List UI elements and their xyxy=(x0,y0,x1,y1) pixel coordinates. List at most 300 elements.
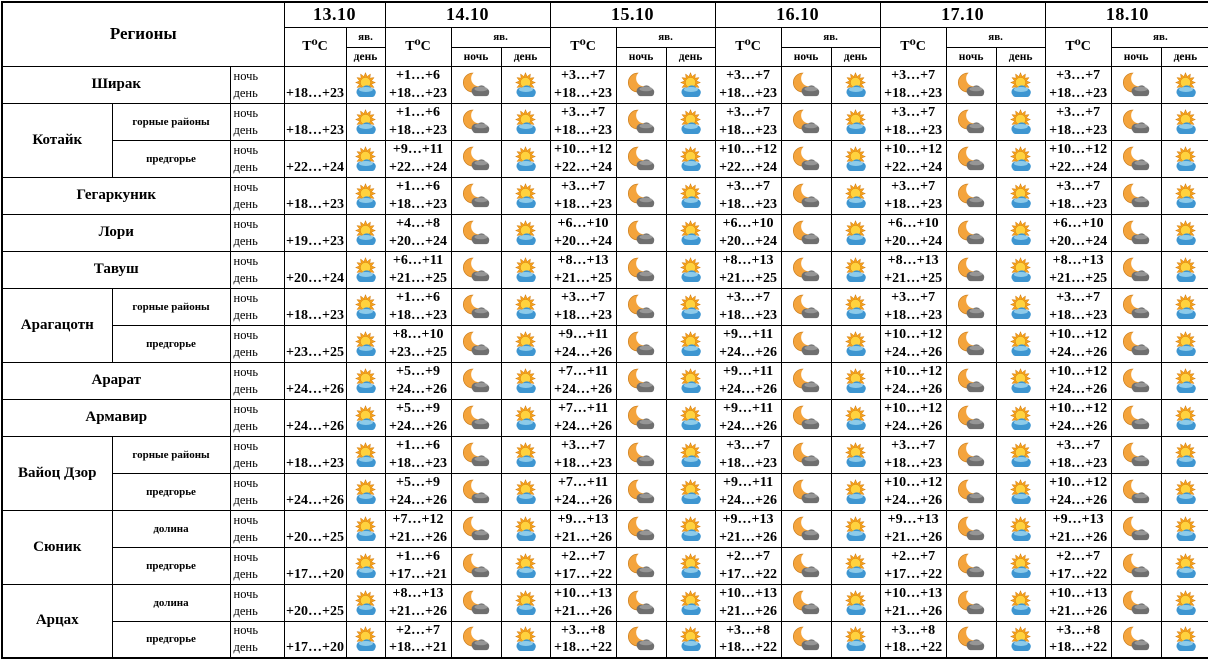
night-temp: +10…+12 xyxy=(884,327,943,342)
night-temp-empty xyxy=(285,289,346,307)
sun-cloud-icon xyxy=(1169,145,1202,173)
temp-cell xyxy=(550,140,616,177)
day-temp: +18…+23 xyxy=(719,307,778,323)
night-icon-cell xyxy=(781,103,831,140)
moon-cloud-icon xyxy=(460,182,493,210)
subregion-cell: предгорье xyxy=(112,140,230,177)
night-icon-cell xyxy=(1111,436,1161,473)
night-temp: +10…+12 xyxy=(884,475,943,490)
night-temp: +7…+11 xyxy=(557,401,609,416)
moon-cloud-icon xyxy=(790,108,823,136)
day-icon-cell xyxy=(1161,362,1208,399)
temp-cell xyxy=(284,103,346,140)
table-row xyxy=(2,251,1208,288)
temp-cell xyxy=(550,103,616,140)
night-temp: +6…+10 xyxy=(887,216,939,231)
sun-cloud-icon xyxy=(1169,293,1202,321)
night-temp: +3…+7 xyxy=(561,290,606,305)
region-cell: Арцах xyxy=(2,584,112,658)
moon-cloud-icon xyxy=(625,330,658,358)
night-temp: +1…+6 xyxy=(396,105,440,120)
moon-cloud-icon xyxy=(790,625,823,653)
temp-cell xyxy=(880,510,946,547)
day-temp: +18…+22 xyxy=(1049,640,1108,656)
night-icon-cell xyxy=(451,436,501,473)
sun-cloud-icon xyxy=(839,515,872,543)
day-temp: +18…+23 xyxy=(286,85,344,101)
temp-cell xyxy=(550,584,616,621)
night-temp: +3…+8 xyxy=(726,622,771,638)
subregion-cell: долина xyxy=(112,584,230,621)
moon-cloud-icon xyxy=(955,404,988,432)
day-icon-cell xyxy=(346,103,385,140)
night-temp-empty xyxy=(285,326,346,344)
moon-cloud-icon xyxy=(955,625,988,653)
night-temp: +3…+7 xyxy=(891,68,936,83)
temp-cell xyxy=(284,621,346,658)
temp-header: Т⁰С xyxy=(1045,27,1111,66)
day-icon-cell xyxy=(501,362,550,399)
temp-cell xyxy=(880,251,946,288)
day-temp: +18…+23 xyxy=(389,85,447,101)
moon-cloud-icon xyxy=(1120,330,1153,358)
day-icon-cell xyxy=(666,584,715,621)
night-icon-cell xyxy=(451,325,501,362)
temp-cell xyxy=(550,214,616,251)
moon-cloud-icon xyxy=(625,219,658,247)
sun-cloud-icon xyxy=(674,293,707,321)
day-icon-cell xyxy=(666,66,715,103)
day-temp: +18…+23 xyxy=(884,122,943,138)
moon-cloud-icon xyxy=(790,589,823,617)
sun-cloud-icon xyxy=(509,293,542,321)
night-temp: +3…+7 xyxy=(891,105,936,120)
night-icon-cell xyxy=(781,584,831,621)
day-icon-cell xyxy=(346,140,385,177)
moon-cloud-icon xyxy=(460,256,493,284)
day-temp: +17…+21 xyxy=(389,566,447,582)
day-icon-cell xyxy=(831,621,880,658)
moon-cloud-icon xyxy=(955,552,988,580)
temp-cell xyxy=(385,621,451,658)
day-temp: +24…+26 xyxy=(1049,344,1108,360)
moon-cloud-icon xyxy=(1120,552,1153,580)
moon-cloud-icon xyxy=(1120,182,1153,210)
sun-cloud-icon xyxy=(674,515,707,543)
region-cell: Вайоц Дзор xyxy=(2,436,112,510)
night-temp: +9…+13 xyxy=(1052,512,1104,527)
night-label: ночь xyxy=(233,142,259,157)
night-temp: +8…+13 xyxy=(722,253,774,268)
table-row xyxy=(2,66,1208,103)
night-icon-cell xyxy=(451,177,501,214)
day-temp: +24…+26 xyxy=(884,381,943,397)
sun-cloud-icon xyxy=(1169,367,1202,395)
moon-cloud-icon xyxy=(1120,367,1153,395)
sun-cloud-icon xyxy=(509,404,542,432)
night-icon-cell xyxy=(946,510,996,547)
night-icon-cell xyxy=(1111,140,1161,177)
date-header: 14.10 xyxy=(385,2,550,27)
day-temp: +24…+26 xyxy=(719,344,778,360)
night-icon-cell xyxy=(616,177,666,214)
day-temp: +24…+26 xyxy=(884,418,943,434)
moon-cloud-icon xyxy=(625,256,658,284)
day-icon-cell xyxy=(501,288,550,325)
day-icon-cell xyxy=(996,547,1045,584)
sun-cloud-icon xyxy=(349,515,382,543)
sun-cloud-icon xyxy=(1004,330,1037,358)
night-label: ночь xyxy=(233,364,259,379)
night-temp: +2…+7 xyxy=(396,622,440,638)
day-icon-cell xyxy=(831,325,880,362)
night-icon-cell xyxy=(946,251,996,288)
day-temp: +18…+23 xyxy=(554,196,613,212)
moon-cloud-icon xyxy=(1120,625,1153,653)
night-icon-cell xyxy=(451,621,501,658)
day-icon-cell xyxy=(1161,584,1208,621)
night-icon-cell xyxy=(781,251,831,288)
day-temp: +21…+25 xyxy=(719,270,778,286)
night-temp: +2…+7 xyxy=(1056,549,1101,564)
temp-cell xyxy=(880,214,946,251)
day-icon-cell xyxy=(1161,473,1208,510)
temp-cell xyxy=(550,288,616,325)
night-icon-cell xyxy=(781,66,831,103)
temp-cell xyxy=(1045,473,1111,510)
day-temp: +18…+22 xyxy=(719,640,778,656)
region-cell: Лори xyxy=(2,214,230,251)
sun-cloud-icon xyxy=(674,145,707,173)
temp-cell xyxy=(880,362,946,399)
sun-cloud-icon xyxy=(839,293,872,321)
temp-cell xyxy=(1045,584,1111,621)
day-icon-cell xyxy=(831,584,880,621)
night-icon-cell xyxy=(1111,621,1161,658)
day-temp: +18…+23 xyxy=(286,196,344,212)
sun-cloud-icon xyxy=(1004,367,1037,395)
day-icon-cell xyxy=(831,399,880,436)
night-temp: +3…+7 xyxy=(891,438,936,453)
phenomenon-header: яв. xyxy=(616,27,715,47)
sun-cloud-icon xyxy=(349,219,382,247)
temp-cell xyxy=(385,362,451,399)
temp-cell xyxy=(385,510,451,547)
temp-header: Т⁰С xyxy=(715,27,781,66)
moon-cloud-icon xyxy=(460,219,493,247)
sun-cloud-icon xyxy=(674,478,707,506)
day-icon-cell xyxy=(831,251,880,288)
sun-cloud-icon xyxy=(839,404,872,432)
moon-cloud-icon xyxy=(460,108,493,136)
day-label: день xyxy=(233,85,258,100)
night-icon-cell xyxy=(451,140,501,177)
night-icon-cell xyxy=(616,66,666,103)
night-icon-cell xyxy=(781,436,831,473)
night-icon-cell xyxy=(616,288,666,325)
moon-cloud-icon xyxy=(460,71,493,99)
day-icon-cell xyxy=(666,399,715,436)
sun-cloud-icon xyxy=(1169,441,1202,469)
moon-cloud-icon xyxy=(790,404,823,432)
moon-cloud-icon xyxy=(625,71,658,99)
temp-cell xyxy=(715,325,781,362)
night-icon-cell xyxy=(946,362,996,399)
moon-cloud-icon xyxy=(1120,589,1153,617)
night-temp: +3…+7 xyxy=(561,105,606,120)
moon-cloud-icon xyxy=(1120,441,1153,469)
night-icon-cell xyxy=(1111,214,1161,251)
night-temp: +6…+11 xyxy=(392,253,444,268)
temp-cell xyxy=(715,584,781,621)
temp-cell xyxy=(1045,103,1111,140)
night-icon-cell xyxy=(781,214,831,251)
day-icon-cell xyxy=(831,177,880,214)
temp-cell xyxy=(1045,288,1111,325)
night-temp: +7…+11 xyxy=(557,475,609,490)
moon-cloud-icon xyxy=(460,589,493,617)
night-temp: +9…+13 xyxy=(557,512,609,527)
night-temp: +1…+6 xyxy=(396,179,440,194)
temp-cell xyxy=(715,251,781,288)
day-temp: +24…+26 xyxy=(1049,492,1108,508)
night-temp: +2…+7 xyxy=(726,549,771,564)
night-temp: +3…+7 xyxy=(726,179,771,194)
night-temp: +9…+11 xyxy=(722,327,774,342)
day-temp: +22…+24 xyxy=(1049,159,1108,175)
temp-cell xyxy=(284,214,346,251)
temp-cell xyxy=(385,66,451,103)
day-temp: +24…+26 xyxy=(286,418,344,434)
day-label: день xyxy=(233,270,258,285)
day-temp: +18…+21 xyxy=(389,640,447,656)
temp-cell xyxy=(284,584,346,621)
moon-cloud-icon xyxy=(460,330,493,358)
time-of-day-cell xyxy=(230,140,284,177)
night-icon-cell xyxy=(1111,66,1161,103)
temp-cell xyxy=(550,436,616,473)
temp-cell xyxy=(284,177,346,214)
day-temp: +24…+26 xyxy=(554,418,613,434)
sun-cloud-icon xyxy=(1169,515,1202,543)
day-label: день xyxy=(233,233,258,248)
temp-cell xyxy=(880,177,946,214)
time-of-day-cell xyxy=(230,584,284,621)
night-temp: +3…+7 xyxy=(1056,105,1101,120)
time-of-day-cell xyxy=(230,177,284,214)
sun-cloud-icon xyxy=(349,293,382,321)
night-temp: +3…+7 xyxy=(561,179,606,194)
day-icon-cell xyxy=(501,214,550,251)
night-temp: +3…+7 xyxy=(1056,438,1101,453)
day-icon-cell xyxy=(996,510,1045,547)
day-icon-cell xyxy=(666,288,715,325)
night-temp: +8…+13 xyxy=(1052,253,1104,268)
region-cell: Ширак xyxy=(2,66,230,103)
night-temp: +8…+10 xyxy=(392,327,444,342)
temp-cell xyxy=(284,66,346,103)
night-icon-cell xyxy=(451,547,501,584)
day-temp: +20…+24 xyxy=(286,270,344,286)
night-label: ночь xyxy=(233,438,259,453)
sun-cloud-icon xyxy=(674,625,707,653)
time-of-day-cell xyxy=(230,103,284,140)
table-row xyxy=(2,399,1208,436)
sun-cloud-icon xyxy=(1169,71,1202,99)
day-icon-cell xyxy=(666,103,715,140)
night-icon-cell xyxy=(1111,103,1161,140)
night-temp-empty xyxy=(285,363,346,381)
night-icon-cell xyxy=(451,510,501,547)
moon-cloud-icon xyxy=(625,404,658,432)
moon-cloud-icon xyxy=(460,625,493,653)
night-icon-cell xyxy=(616,325,666,362)
day-temp: +20…+25 xyxy=(286,603,344,619)
day-icon-cell xyxy=(666,473,715,510)
day-temp: +22…+24 xyxy=(554,159,613,175)
night-icon-cell xyxy=(1111,362,1161,399)
day-header: день xyxy=(666,47,715,66)
phenomenon-header: яв. xyxy=(451,27,550,47)
day-temp: +17…+22 xyxy=(884,566,943,582)
moon-cloud-icon xyxy=(625,293,658,321)
day-icon-cell xyxy=(501,103,550,140)
day-icon-cell xyxy=(501,140,550,177)
temp-header: Т⁰С xyxy=(550,27,616,66)
night-temp-empty xyxy=(285,511,346,529)
moon-cloud-icon xyxy=(955,515,988,543)
day-icon-cell xyxy=(666,621,715,658)
day-icon-cell xyxy=(831,436,880,473)
table-row xyxy=(2,140,1208,177)
temp-cell xyxy=(1045,214,1111,251)
temp-cell xyxy=(550,325,616,362)
night-icon-cell xyxy=(616,621,666,658)
moon-cloud-icon xyxy=(460,478,493,506)
day-icon-cell xyxy=(831,66,880,103)
time-of-day-cell xyxy=(230,621,284,658)
night-icon-cell xyxy=(946,473,996,510)
night-icon-cell xyxy=(451,362,501,399)
night-icon-cell xyxy=(946,325,996,362)
header-row-dates xyxy=(2,2,1208,27)
sun-cloud-icon xyxy=(1004,404,1037,432)
day-temp: +17…+22 xyxy=(554,566,613,582)
temp-cell xyxy=(550,251,616,288)
night-temp: +9…+13 xyxy=(887,512,939,527)
sun-cloud-icon xyxy=(674,330,707,358)
day-temp: +24…+26 xyxy=(286,492,344,508)
sun-cloud-icon xyxy=(1004,478,1037,506)
temp-cell xyxy=(385,140,451,177)
sun-cloud-icon xyxy=(1004,589,1037,617)
subregion-cell: долина xyxy=(112,510,230,547)
night-label: ночь xyxy=(233,327,259,342)
sun-cloud-icon xyxy=(349,182,382,210)
moon-cloud-icon xyxy=(955,478,988,506)
day-temp: +22…+24 xyxy=(286,159,344,175)
night-icon-cell xyxy=(781,547,831,584)
day-icon-cell xyxy=(1161,399,1208,436)
region-cell: Армавир xyxy=(2,399,230,436)
sun-cloud-icon xyxy=(1004,108,1037,136)
day-header: день xyxy=(501,47,550,66)
day-icon-cell xyxy=(346,214,385,251)
night-temp: +10…+13 xyxy=(554,586,613,601)
night-temp-empty xyxy=(285,548,346,566)
day-temp: +18…+23 xyxy=(719,455,778,471)
night-header: ночь xyxy=(616,47,666,66)
day-icon-cell xyxy=(1161,177,1208,214)
temp-cell xyxy=(880,399,946,436)
day-temp: +24…+26 xyxy=(884,492,943,508)
night-temp: +1…+6 xyxy=(396,68,440,83)
table-row xyxy=(2,473,1208,510)
day-temp: +23…+25 xyxy=(286,344,344,360)
day-temp: +18…+23 xyxy=(554,307,613,323)
day-temp: +21…+25 xyxy=(1049,270,1108,286)
temp-cell xyxy=(1045,325,1111,362)
moon-cloud-icon xyxy=(1120,404,1153,432)
sun-cloud-icon xyxy=(839,367,872,395)
night-icon-cell xyxy=(616,510,666,547)
day-icon-cell xyxy=(996,288,1045,325)
temp-cell xyxy=(1045,251,1111,288)
day-icon-cell xyxy=(346,584,385,621)
moon-cloud-icon xyxy=(955,256,988,284)
night-temp: +10…+13 xyxy=(884,586,943,601)
night-temp-empty xyxy=(285,104,346,122)
day-icon-cell xyxy=(996,140,1045,177)
sun-cloud-icon xyxy=(509,108,542,136)
night-icon-cell xyxy=(616,103,666,140)
night-icon-cell xyxy=(946,214,996,251)
time-of-day-cell xyxy=(230,547,284,584)
sun-cloud-icon xyxy=(1169,589,1202,617)
day-temp: +24…+26 xyxy=(554,492,613,508)
time-of-day-cell xyxy=(230,66,284,103)
day-label: день xyxy=(233,122,258,137)
day-icon-cell xyxy=(501,66,550,103)
night-temp: +2…+7 xyxy=(891,549,936,564)
date-header: 17.10 xyxy=(880,2,1045,27)
temp-header: Т⁰С xyxy=(284,27,346,66)
sun-cloud-icon xyxy=(509,71,542,99)
temp-cell xyxy=(550,547,616,584)
day-icon-cell xyxy=(996,177,1045,214)
day-icon-cell xyxy=(501,584,550,621)
weather-forecast-table xyxy=(1,1,1208,659)
day-icon-cell xyxy=(996,584,1045,621)
night-icon-cell xyxy=(781,177,831,214)
moon-cloud-icon xyxy=(460,404,493,432)
temp-cell xyxy=(1045,362,1111,399)
sun-cloud-icon xyxy=(349,404,382,432)
date-header: 18.10 xyxy=(1045,2,1208,27)
moon-cloud-icon xyxy=(1120,71,1153,99)
sun-cloud-icon xyxy=(839,182,872,210)
moon-cloud-icon xyxy=(790,145,823,173)
sun-cloud-icon xyxy=(509,589,542,617)
moon-cloud-icon xyxy=(625,625,658,653)
subregion-cell: горные районы xyxy=(112,103,230,140)
night-label: ночь xyxy=(233,290,259,305)
night-icon-cell xyxy=(1111,584,1161,621)
moon-cloud-icon xyxy=(955,330,988,358)
moon-cloud-icon xyxy=(955,71,988,99)
night-temp: +8…+13 xyxy=(392,586,444,601)
sun-cloud-icon xyxy=(349,478,382,506)
